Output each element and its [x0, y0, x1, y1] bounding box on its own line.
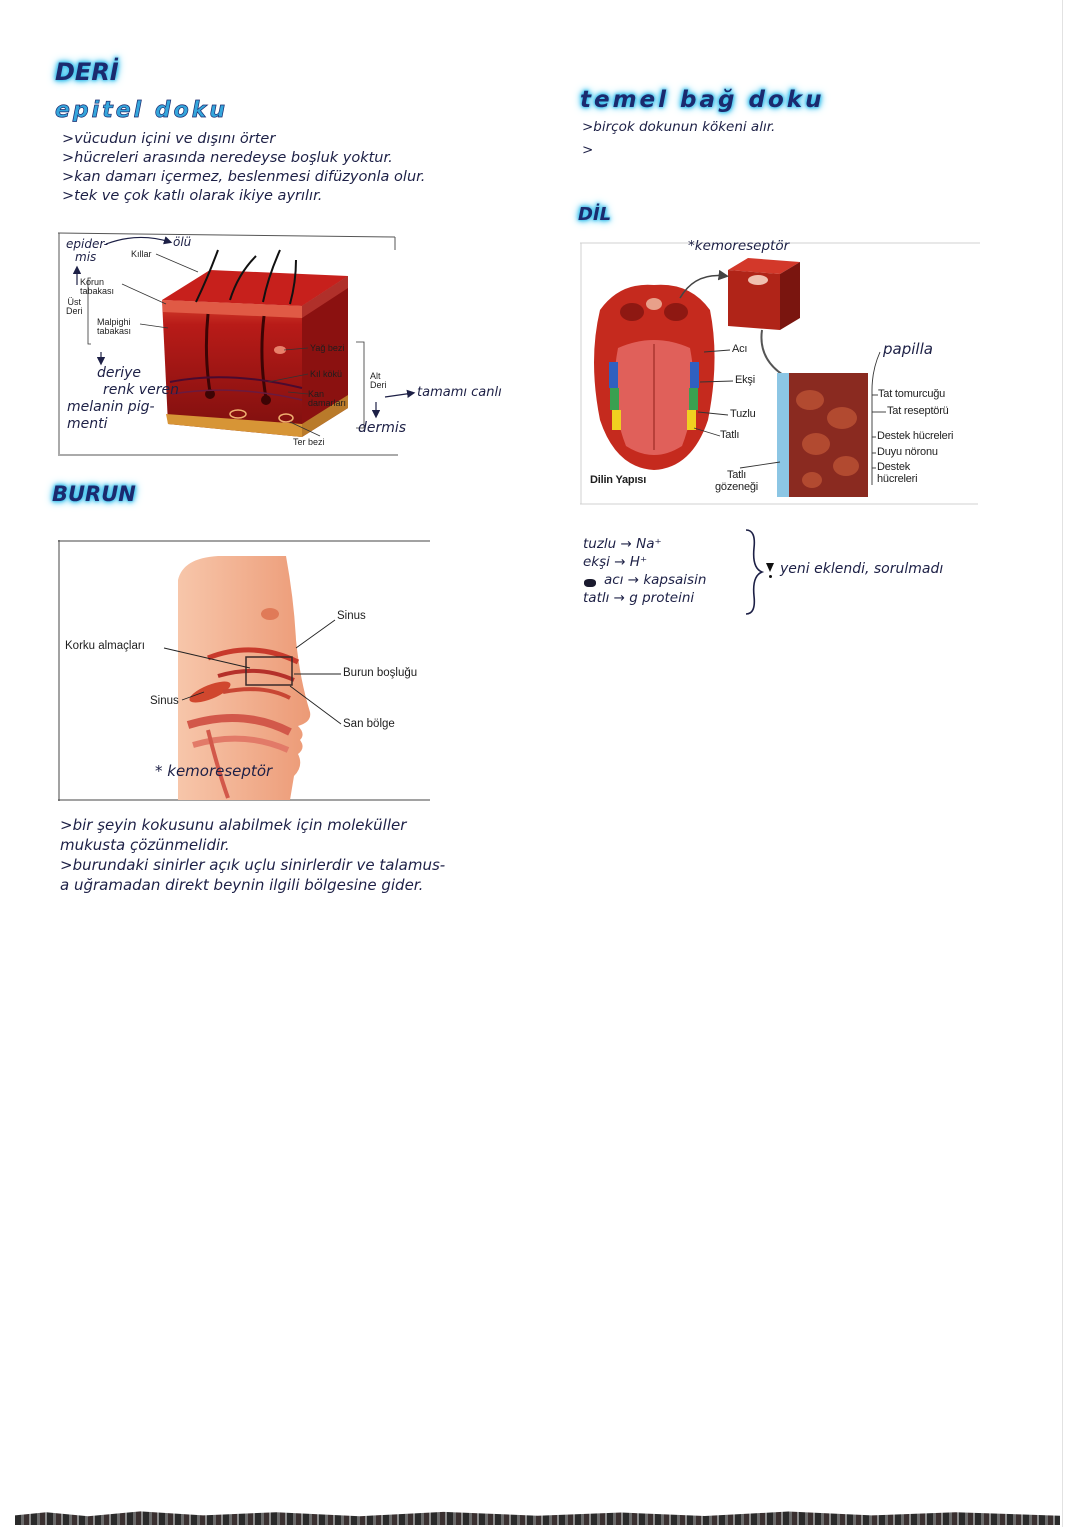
taste-note: acı → kapsaisin	[604, 572, 707, 588]
papilla-pit	[748, 275, 768, 285]
blood-vessels-label: Kan damarları	[308, 389, 347, 409]
dermis-label: dermis	[358, 420, 407, 436]
scribble-mark	[584, 579, 596, 587]
chemoreceptor-note: *kemoreseptör	[688, 238, 790, 254]
curly-brace	[742, 528, 766, 616]
frontal-sinus-shape	[261, 608, 279, 620]
support-cells-label: Destek hücreleri	[877, 461, 918, 485]
melanin-note: melanin pig-	[67, 399, 155, 415]
epitel-doku-title: epitel doku	[55, 98, 229, 123]
melanin-note: deriye	[97, 365, 142, 381]
sebaceous-gland-label: Yağ bezi	[310, 343, 345, 353]
melanin-note: renk veren	[103, 382, 179, 398]
connector-line	[761, 330, 783, 375]
epidermis-label: mis	[75, 250, 97, 264]
sensory-neuron-label: Duyu nöronu	[877, 446, 938, 458]
temel-bag-doku-title: temel bağ doku	[580, 87, 825, 113]
epidermis-label: epider-	[66, 237, 108, 251]
epitel-note: >kan damarı içermez, beslenmesi difüzyonla olur.	[62, 169, 426, 185]
yellow-region-label: San bölge	[343, 718, 395, 730]
burun-title: BURUN	[52, 482, 136, 506]
olfactory-receptors-label: Korku almaçları	[65, 640, 145, 652]
papilla-block-side	[780, 262, 800, 330]
burun-note: mukusta çözünmelidir.	[60, 836, 230, 854]
burun-note: >burundaki sinirler açık uçlu sinirlerdir ve talamus-	[60, 856, 446, 874]
upper-skin-label: Üst Deri	[66, 297, 83, 317]
burun-note: >bir şeyin kokusunu alabilmek için moleküller	[60, 816, 407, 834]
all-alive-note: tamamı canlı	[417, 385, 502, 400]
hairs-label: Kıllar	[131, 249, 152, 259]
sweet-label: Tatlı	[720, 429, 740, 441]
sour-label: Ekşi	[735, 374, 755, 386]
deri-title: DERİ	[55, 58, 119, 86]
taste-note: tatlı → g proteini	[583, 590, 695, 606]
epitel-note: >vücudun içini ve dışını örter	[62, 131, 276, 147]
nose-diagram	[58, 540, 433, 802]
tongue-caption: Dilin Yapısı	[590, 474, 647, 486]
malpighi-label: Malpighi tabakası	[97, 317, 132, 337]
sinus-top-label: Sinus	[337, 610, 366, 622]
epitel-note: >hücreleri arasında neredeyse boşluk yoktur.	[62, 150, 393, 166]
dil-title: DİL	[578, 204, 612, 225]
nasal-cavity-label: Burun boşluğu	[343, 667, 418, 679]
taste-note: tuzlu → Na⁺	[583, 536, 662, 552]
taste-bud-label: Tat tomurcuğu	[878, 388, 946, 400]
bitter-label: Acı	[732, 343, 748, 355]
exclamation-icon	[766, 563, 775, 579]
lower-skin-label: Alt Deri	[370, 371, 387, 391]
torn-page-edge	[15, 1509, 1060, 1525]
dead-label: ölü	[173, 235, 192, 249]
burun-note: a uğramadan direkt beynin ilgili bölgesine gider.	[60, 876, 424, 894]
taste-pore-label: Tatlı gözeneği	[715, 469, 759, 493]
skin-diagram-drawing	[58, 232, 528, 457]
temel-bag-doku-note: >birçok dokunun kökeni alır.	[582, 119, 776, 135]
chemoreceptor-note: * kemoreseptör	[155, 762, 273, 780]
papilla-section-stripe	[777, 373, 789, 497]
tongue-diagram-drawing	[580, 240, 980, 508]
melanin-note: menti	[67, 416, 108, 432]
taste-receptor-label: Tat reseptörü	[887, 405, 949, 417]
taste-remark: yeni eklendi, sorulmadı	[780, 561, 944, 577]
tongue-diagram	[580, 240, 980, 508]
salty-label: Tuzlu	[730, 408, 756, 420]
hair-root-label: Kıl kökü	[310, 369, 343, 379]
support-cells-label: Destek hücreleri	[877, 430, 954, 442]
papilla-label: papilla	[883, 340, 933, 358]
epitel-note: >tek ve çok katlı olarak ikiye ayrılır.	[62, 188, 323, 204]
page-edge-line	[1062, 0, 1063, 1527]
hair-bulb	[261, 395, 271, 405]
sweat-gland-label: Ter bezi	[293, 437, 325, 447]
sinus-left-label: Sinus	[150, 695, 179, 707]
temel-bag-doku-note: >	[582, 142, 594, 158]
stratum-corneum-label: Korun tabakası	[80, 277, 115, 297]
skin-diagram	[58, 232, 528, 457]
taste-note: ekşi → H⁺	[583, 554, 648, 570]
